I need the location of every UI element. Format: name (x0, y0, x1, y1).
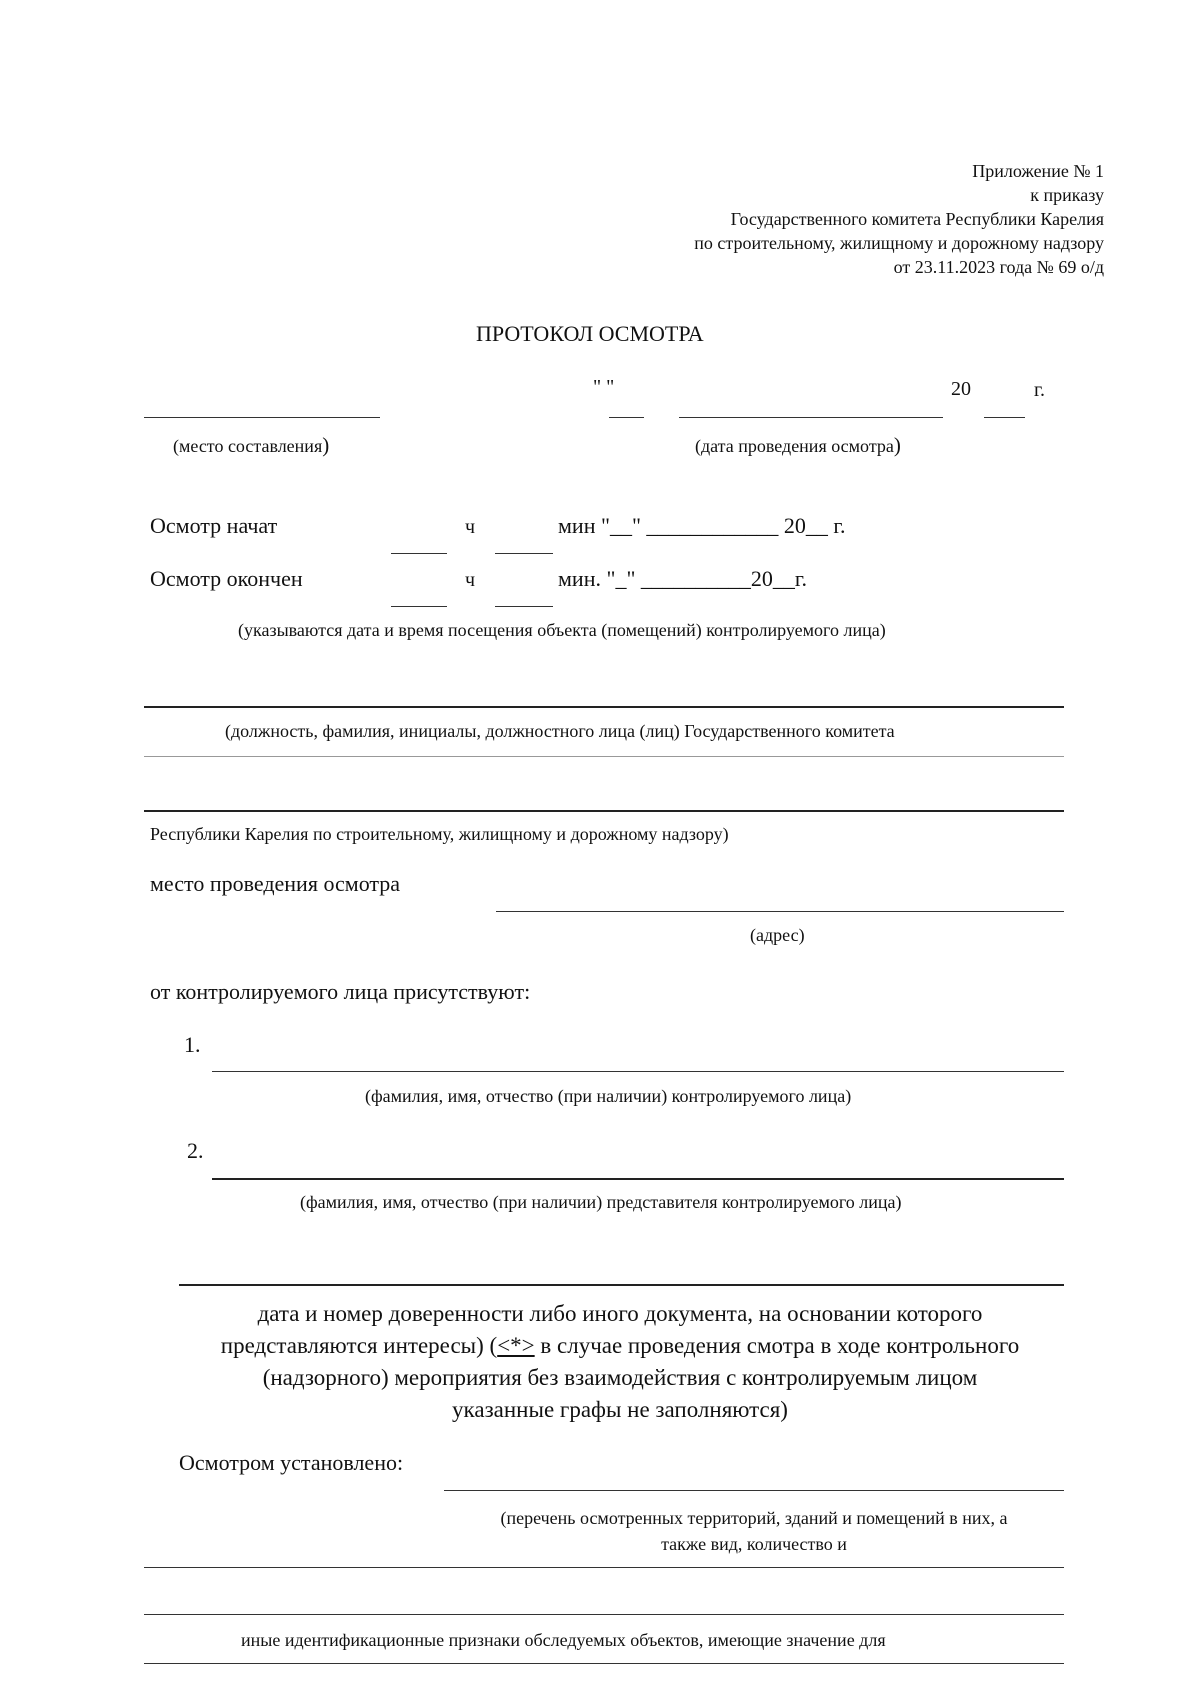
findings-line-1[interactable] (444, 1490, 1064, 1491)
date-year-prefix: 20 (951, 378, 971, 400)
present-item-1-caption: (фамилия, имя, отчество (при наличии) контролируемого лица) (365, 1086, 852, 1106)
start-minutes-line[interactable] (495, 553, 553, 554)
findings-line-2[interactable] (144, 1567, 1064, 1568)
end-label: Осмотр окончен (150, 566, 303, 591)
header-line-5: от 23.11.2023 года № 69 о/д (893, 257, 1104, 277)
header-line-1: Приложение № 1 (972, 161, 1104, 181)
end-minutes-line[interactable] (495, 606, 553, 607)
month-line[interactable] (679, 417, 943, 418)
official-caption-underline (144, 756, 1064, 757)
address-caption: (адрес) (750, 925, 805, 945)
findings-line-3[interactable] (144, 1614, 1064, 1615)
header-line-4: по строительному, жилищному и дорожному надзору (694, 233, 1104, 253)
place-line[interactable] (144, 417, 380, 418)
header-line-3: Государственного комитета Республики Карелия (730, 209, 1104, 229)
power-of-attorney-line[interactable] (179, 1284, 1064, 1286)
inspection-caption: (указываются дата и время посещения объекта (помещений) контролируемого лица) (238, 620, 886, 640)
present-item-1-number: 1. (184, 1032, 201, 1057)
official-line-1[interactable] (144, 706, 1064, 708)
start-label: Осмотр начат (150, 513, 278, 538)
start-hours-line[interactable] (391, 553, 447, 554)
footnote-link[interactable]: <*> (497, 1333, 535, 1358)
date-year-suffix: г. (1034, 379, 1045, 401)
end-minutes-date: мин. "_" __________20__г. (558, 566, 807, 591)
day-line[interactable] (609, 417, 644, 418)
present-item-2-caption: (фамилия, имя, отчество (при наличии) представителя контролируемого лица) (300, 1192, 902, 1212)
date-caption: (дата проведения осмотра) (695, 433, 901, 457)
power-of-attorney-text (160, 1298, 1080, 1426)
findings-caption-2: также вид, количество и (661, 1534, 847, 1554)
present-item-2-line[interactable] (212, 1178, 1064, 1180)
findings-label: Осмотром установлено: (179, 1450, 404, 1475)
official-line-2[interactable] (144, 810, 1064, 812)
date-quotes: " " (593, 376, 615, 398)
header-line-2: к приказу (1030, 185, 1104, 205)
findings-caption-1: (перечень осмотренных территорий, зданий и помещений в них, а (500, 1508, 1008, 1528)
year-line[interactable] (984, 417, 1025, 418)
official-caption-1: (должность, фамилия, инициалы, должностного лица (лиц) Государственного комитета (225, 721, 895, 741)
poa-line-3: (надзорного) мероприятия без взаимодействия с контролируемым лицом (262, 1365, 978, 1390)
findings-caption (444, 1505, 1064, 1557)
address-line[interactable] (496, 911, 1064, 912)
start-hours-unit: ч (465, 516, 476, 538)
poa-line-1: дата и номер доверенности либо иного документа, на основании которого (257, 1301, 983, 1326)
place-caption: (место составления) (173, 433, 330, 457)
poa-line-2: представляются интересы) (<*> в случае проведения смотра в ходе контрольного (220, 1333, 1020, 1358)
present-item-1-line[interactable] (212, 1071, 1064, 1072)
present-item-2-number: 2. (187, 1138, 204, 1163)
poa-line-4: указанные графы не заполняются) (452, 1397, 788, 1422)
start-minutes-date: мин "__" ____________ 20__ г. (558, 513, 846, 538)
present-label: от контролируемого лица присутствуют: (150, 979, 531, 1004)
official-caption-2: Республики Карелия по строительному, жилищному и дорожному надзору) (150, 824, 729, 844)
page-title: ПРОТОКОЛ ОСМОТРА (476, 321, 704, 346)
end-hours-line[interactable] (391, 606, 447, 607)
findings-line-4[interactable] (144, 1663, 1064, 1664)
place-label: место проведения осмотра (150, 871, 401, 896)
end-hours-unit: ч (465, 569, 476, 591)
findings-caption-3: иные идентификационные признаки обследуемых объектов, имеющие значение для (241, 1630, 886, 1650)
